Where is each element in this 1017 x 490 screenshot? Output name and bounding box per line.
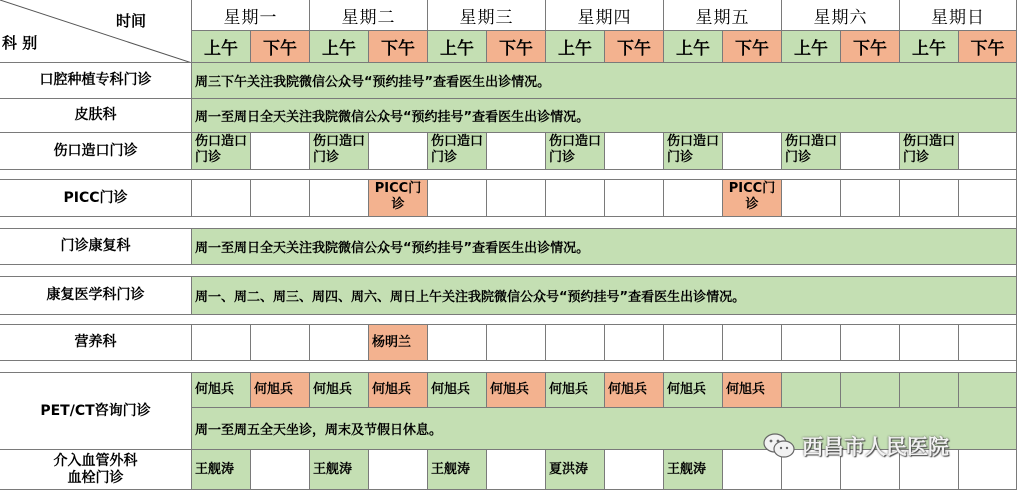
- department-name: PICC门诊: [0, 180, 192, 217]
- header-corner-cell: [0, 0, 192, 63]
- day-header: 星期五: [664, 0, 782, 31]
- schedule-cell: [546, 180, 605, 217]
- schedule-cell: [487, 180, 546, 217]
- day-header: 星期二: [310, 0, 428, 31]
- schedule-cell: 夏洪涛: [546, 450, 605, 490]
- corner-dept-label: 科 别: [2, 34, 38, 52]
- am-header: 上午: [192, 31, 251, 63]
- department-name: 伤口造口门诊: [0, 133, 192, 170]
- schedule-cell: [310, 325, 369, 361]
- department-name: 营养科: [0, 325, 192, 361]
- schedule-cell: [428, 180, 487, 217]
- pm-header: 下午: [723, 31, 782, 63]
- schedule-cell: [664, 325, 723, 361]
- schedule-cell: 伤口造口门诊: [664, 133, 723, 170]
- schedule-cell: [900, 180, 959, 217]
- schedule-cell: [487, 325, 546, 361]
- schedule-cell: [605, 325, 664, 361]
- schedule-cell: 何旭兵: [192, 373, 251, 408]
- department-name: 皮肤科: [0, 99, 192, 133]
- schedule-note: 周一至周五全天坐诊，周末及节假日休息。: [192, 408, 1017, 450]
- schedule-cell: [841, 373, 900, 408]
- schedule-note: 周一至周日全天关注我院微信公众号“预约挂号”查看医生出诊情况。: [192, 99, 1017, 133]
- schedule-cell: 何旭兵: [251, 373, 310, 408]
- schedule-note: 周一至周日全天关注我院微信公众号“预约挂号”查看医生出诊情况。: [192, 229, 1017, 265]
- schedule-cell: 何旭兵: [310, 373, 369, 408]
- separator-row: [0, 361, 1017, 373]
- schedule-cell: [900, 325, 959, 361]
- schedule-cell: 伤口造口门诊: [546, 133, 605, 170]
- pm-header: 下午: [605, 31, 664, 63]
- schedule-cell: [369, 450, 428, 490]
- schedule-cell: [605, 180, 664, 217]
- schedule-cell: 王舰涛: [428, 450, 487, 490]
- schedule-cell: [782, 373, 841, 408]
- schedule-cell: [900, 373, 959, 408]
- schedule-cell: [487, 450, 546, 490]
- schedule-cell: 伤口造口门诊: [310, 133, 369, 170]
- schedule-cell: [428, 325, 487, 361]
- schedule-cell: [192, 325, 251, 361]
- schedule-cell: [959, 325, 1017, 361]
- pm-header: 下午: [841, 31, 900, 63]
- day-header: 星期日: [900, 0, 1017, 31]
- schedule-cell: 王舰涛: [192, 450, 251, 490]
- schedule-cell: [251, 133, 310, 170]
- schedule-cell: [251, 325, 310, 361]
- day-header: 星期三: [428, 0, 546, 31]
- schedule-cell: [959, 180, 1017, 217]
- pm-header: 下午: [251, 31, 310, 63]
- schedule-cell: [782, 325, 841, 361]
- schedule-cell: [841, 325, 900, 361]
- am-header: 上午: [546, 31, 605, 63]
- schedule-cell: [251, 450, 310, 490]
- watermark-text: 西昌市人民医院: [802, 435, 949, 459]
- separator-row: [0, 265, 1017, 277]
- schedule-note: 周三下午关注我院微信公众号“预约挂号”查看医生出诊情况。: [192, 63, 1017, 99]
- pm-header: 下午: [369, 31, 428, 63]
- schedule-cell: 杨明兰: [369, 325, 428, 361]
- schedule-cell: [251, 180, 310, 217]
- schedule-cell: [605, 450, 664, 490]
- schedule-cell: 王舰涛: [664, 450, 723, 490]
- pm-header: 下午: [487, 31, 546, 63]
- schedule-cell: [782, 180, 841, 217]
- schedule-cell: [841, 180, 900, 217]
- department-name: 康复医学科门诊: [0, 277, 192, 315]
- schedule-cell: [192, 180, 251, 217]
- schedule-cell: 伤口造口门诊: [428, 133, 487, 170]
- wechat-icon: [762, 431, 796, 461]
- schedule-cell: [664, 180, 723, 217]
- schedule-cell: 何旭兵: [487, 373, 546, 408]
- am-header: 上午: [310, 31, 369, 63]
- schedule-cell: 何旭兵: [664, 373, 723, 408]
- day-header: 星期一: [192, 0, 310, 31]
- schedule-cell: 何旭兵: [428, 373, 487, 408]
- schedule-cell: 何旭兵: [369, 373, 428, 408]
- schedule-cell: 王舰涛: [310, 450, 369, 490]
- schedule-cell: 伤口造口门诊: [900, 133, 959, 170]
- schedule-cell: [310, 180, 369, 217]
- schedule-cell: PICC门诊: [369, 180, 428, 217]
- schedule-cell: [605, 133, 664, 170]
- day-header: 星期六: [782, 0, 900, 31]
- day-header: 星期四: [546, 0, 664, 31]
- schedule-cell: 何旭兵: [546, 373, 605, 408]
- schedule-cell: 何旭兵: [605, 373, 664, 408]
- am-header: 上午: [428, 31, 487, 63]
- pm-header: 下午: [959, 31, 1017, 63]
- schedule-cell: [959, 133, 1017, 170]
- separator-row: [0, 217, 1017, 229]
- am-header: 上午: [900, 31, 959, 63]
- department-name: 门诊康复科: [0, 229, 192, 265]
- separator-row: [0, 170, 1017, 180]
- schedule-cell: 何旭兵: [723, 373, 782, 408]
- department-name: 介入血管外科 血栓门诊: [0, 450, 192, 490]
- schedule-cell: [959, 373, 1017, 408]
- am-header: 上午: [664, 31, 723, 63]
- schedule-cell: PICC门诊: [723, 180, 782, 217]
- department-name: PET/CT咨询门诊: [0, 373, 192, 450]
- separator-row: [0, 315, 1017, 325]
- schedule-note: 周一、周二、周三、周四、周六、周日上午关注我院微信公众号“预约挂号”查看医生出诊情况。: [192, 277, 1017, 315]
- corner-time-label: 时间: [116, 12, 147, 30]
- schedule-cell: 伤口造口门诊: [192, 133, 251, 170]
- schedule-cell: [723, 133, 782, 170]
- schedule-cell: [546, 325, 605, 361]
- watermark: [762, 428, 1012, 464]
- schedule-cell: 伤口造口门诊: [782, 133, 841, 170]
- schedule-cell: [841, 133, 900, 170]
- am-header: 上午: [782, 31, 841, 63]
- schedule-cell: [369, 133, 428, 170]
- schedule-cell: [723, 325, 782, 361]
- schedule-cell: [487, 133, 546, 170]
- department-name: 口腔种植专科门诊: [0, 63, 192, 99]
